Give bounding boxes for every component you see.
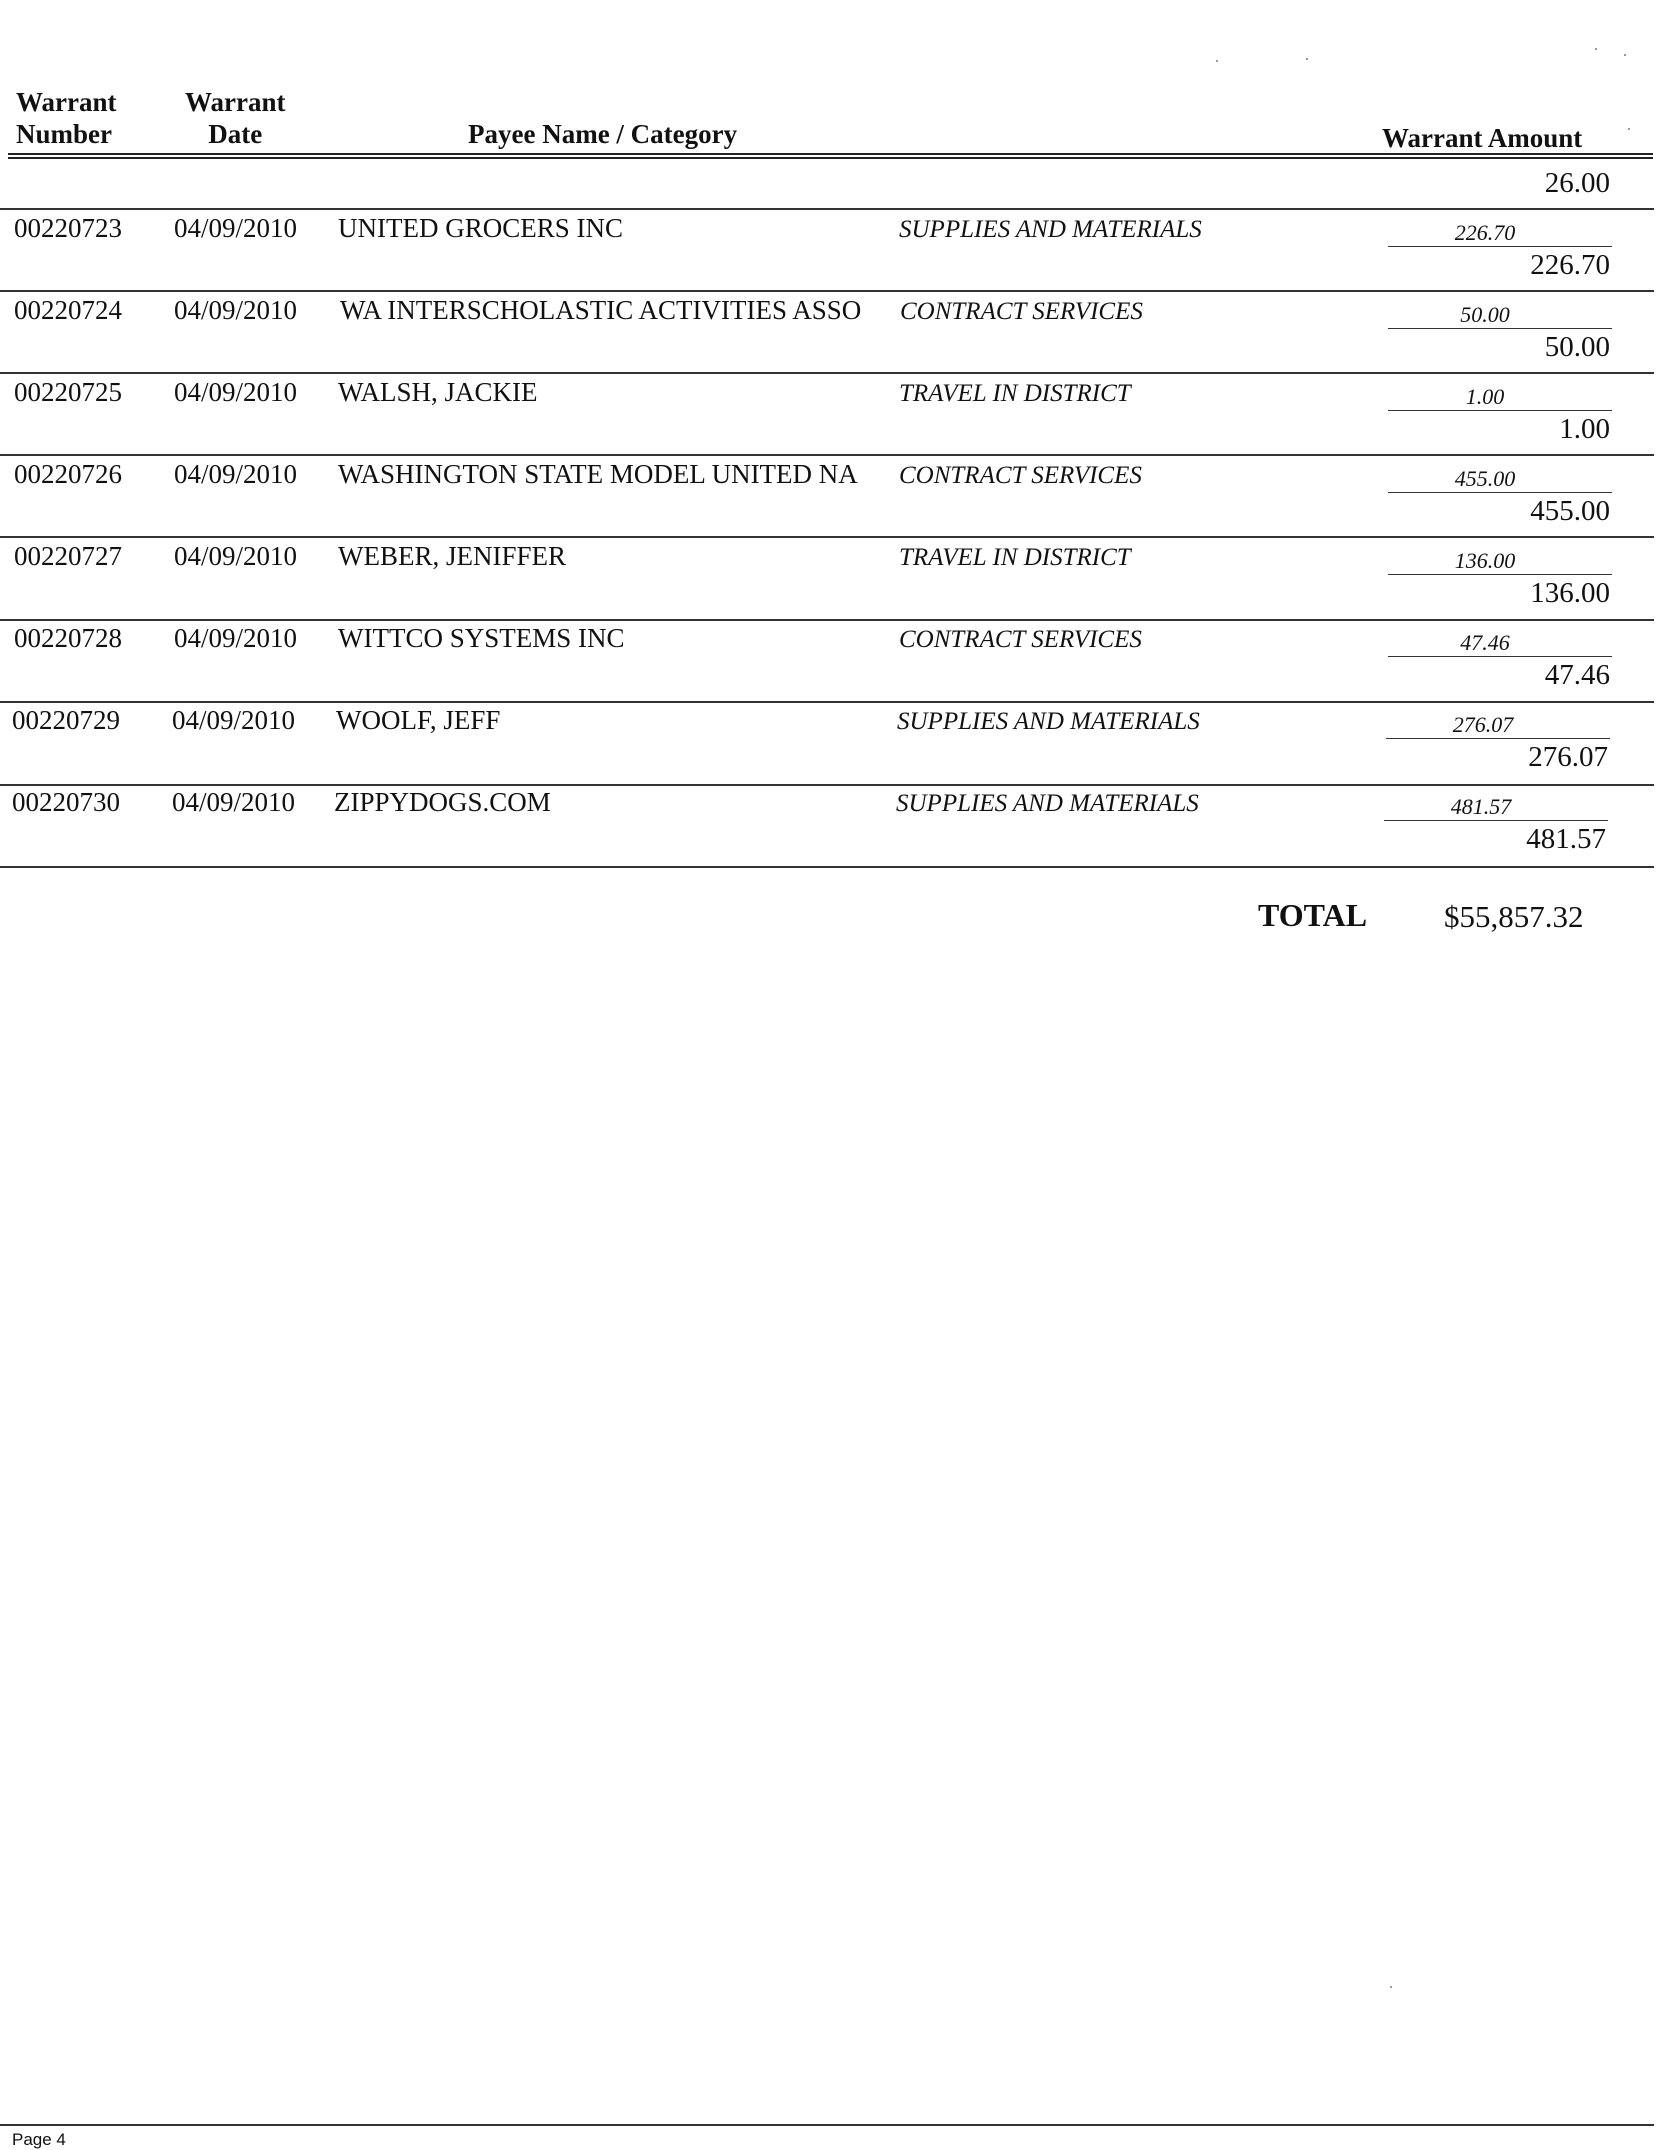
amount-rule [1388,574,1612,575]
row-rule [0,536,1654,538]
warrant-number: 00220725 [14,377,122,407]
warrant-number: 00220730 [12,787,120,817]
header-warrant-date-line1: Warrant [185,87,286,117]
amount-rule [1384,820,1608,821]
line-amount: 136.00 [1454,548,1516,573]
amount-rule [1388,328,1612,329]
header-warrant-date [185,86,286,150]
warrant-date: 04/09/2010 [174,213,298,243]
scan-speck [1216,60,1218,62]
category: TRAVEL IN DISTRICT [899,544,1131,571]
line-amount: 1.00 [1465,384,1505,409]
warrant-total: 455.00 [1530,495,1610,527]
payee-name: UNITED GROCERS INC [338,213,624,243]
warrant-date: 04/09/2010 [174,541,298,571]
payee-name: WITTCO SYSTEMS INC [338,623,625,653]
category: CONTRACT SERVICES [899,462,1142,489]
header-rule [8,153,1653,155]
warrant-number: 00220728 [14,623,122,653]
category: CONTRACT SERVICES [899,626,1142,653]
warrant-total: 276.07 [1528,741,1608,773]
total-value: $55,857.32 [1444,899,1584,934]
warrant-total: 481.57 [1526,823,1606,855]
line-amount: 481.57 [1450,794,1512,819]
warrant-total: 1.00 [1559,413,1610,445]
category: TRAVEL IN DISTRICT [899,380,1131,407]
warrant-total: 50.00 [1544,331,1610,363]
category: CONTRACT SERVICES [900,298,1143,325]
category: SUPPLIES AND MATERIALS [899,216,1202,243]
payee-name: WASHINGTON STATE MODEL UNITED NA [338,459,858,489]
header-warrant-number-line2: Number [16,119,112,149]
header-payee: Payee Name / Category [468,119,738,149]
table-bottom-rule [0,866,1654,868]
line-amount: 226.70 [1454,220,1516,245]
warrant-number: 00220726 [14,459,122,489]
warrant-date: 04/09/2010 [174,295,298,325]
page-number: Page 4 [12,2130,66,2149]
warrant-total: 136.00 [1530,577,1610,609]
warrant-date: 04/09/2010 [174,459,298,489]
scan-speck [1390,1986,1392,1988]
row-rule [0,208,1654,210]
amount-rule [1388,410,1612,411]
amount-rule [1388,656,1612,657]
scan-speck [1624,54,1626,56]
warrant-date: 04/09/2010 [174,623,298,653]
row-rule [0,372,1654,374]
warrant-number: 00220723 [14,213,122,243]
payee-name: WOOLF, JEFF [336,705,501,735]
total-label: TOTAL [1258,897,1368,933]
amount-rule [1388,492,1612,493]
footer-rule [0,2124,1654,2126]
amount-rule [1388,246,1612,247]
line-amount: 47.46 [1460,630,1510,655]
warrant-date: 04/09/2010 [172,705,296,735]
payee-name: WALSH, JACKIE [338,377,538,407]
row-rule [0,619,1654,621]
amount-rule [1386,738,1610,739]
scan-speck [1628,128,1630,130]
payee-name: WEBER, JENIFFER [338,541,567,571]
warrant-date: 04/09/2010 [172,787,296,817]
line-amount: 455.00 [1454,466,1516,491]
warrant-number: 00220724 [14,295,122,325]
row-rule [0,784,1654,786]
header-rule-double [8,157,1653,159]
payee-name: WA INTERSCHOLASTIC ACTIVITIES ASSO [340,295,862,325]
warrant-date: 04/09/2010 [174,377,298,407]
category: SUPPLIES AND MATERIALS [897,708,1200,735]
warrant-total: 47.46 [1544,659,1610,691]
scan-speck [1595,48,1597,50]
line-amount: 276.07 [1452,712,1514,737]
warrant-number: 00220727 [14,541,122,571]
payee-name: ZIPPYDOGS.COM [334,787,551,817]
scan-speck [1306,58,1308,60]
header-amount: Warrant Amount [1382,123,1583,153]
line-amount: 50.00 [1460,302,1510,327]
category: SUPPLIES AND MATERIALS [896,790,1199,817]
header-warrant-date-line2: Date [208,119,263,149]
header-warrant-number-line1: Warrant [16,87,117,117]
warrant-total: 226.70 [1530,249,1610,281]
carryover-amount: 26.00 [1544,167,1610,199]
header-warrant-number [16,86,117,150]
row-rule [0,701,1654,703]
row-rule [0,290,1654,292]
warrant-number: 00220729 [12,705,120,735]
row-rule [0,454,1654,456]
